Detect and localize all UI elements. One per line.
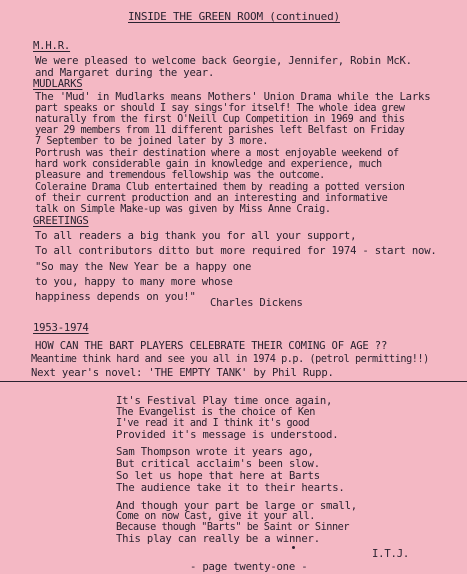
page-footer: - page twenty-one - [190,561,308,573]
separator-dot [292,546,295,549]
mudlarks-line: pleasure and tremendous fellowship was the outcome. [35,170,325,181]
mudlarks-line: The 'Mud' in Mudlarks means Mothers' Union Drama while the Larks [35,91,431,103]
poem-line: The Evangelist is the choice of Ken [116,407,315,418]
anniversary-line: Meantime think hard and see you all in 1974 p.p. (petrol permitting!!) [31,354,429,365]
anniversary-heading: 1953-1974 [33,322,89,334]
poem-signature: I.T.J. [372,548,410,560]
poem-line: Sam Thompson wrote it years ago, [116,446,314,458]
mudlarks-line: 7 September to be joined later by 3 more. [35,136,269,147]
quote-author: Charles Dickens [210,297,303,309]
anniversary-line: HOW CAN THE BART PLAYERS CELEBRATE THEIR COMING OF AGE ?? [35,340,388,352]
greetings-heading: GREETINGS [33,215,89,227]
mudlarks-line: of their current production and an interesting and informative [35,193,388,204]
mudlarks-line: Coleraine Drama Club entertained them by reading a potted version [35,182,405,193]
poem-line: It's Festival Play time once again, [116,395,333,407]
greetings-line: To all contributors ditto but more required for 1974 - start now. [35,245,437,257]
mudlarks-line: year 29 members from 11 different parishes left Belfast on Friday [35,125,405,136]
greetings-line: To all readers a big thank you for all your support, [35,230,357,242]
poem-line: The audience take it to their hearts. [116,482,345,494]
mudlarks-line: talk on Simple Make-up was given by Miss Anne Craig. [35,204,331,215]
poem-line: I've read it and I think it's good [116,418,310,429]
mhr-line: and Margaret during the year. [35,67,215,79]
poem-line: Provided it's message is understood. [116,429,339,441]
section-divider [0,381,467,382]
mudlarks-line: Portrush was their destination where a most enjoyable weekend of [35,148,399,159]
poem-line: Because though "Barts" be Saint or Sinner [116,522,350,533]
quote-line: "So may the New Year be a happy one [35,261,252,273]
poem-line: This play can really be a winner. [116,533,320,545]
poem-line: But critical acclaim's been slow. [116,458,320,470]
mudlarks-heading: MUDLARKS [33,78,83,90]
quote-line: to you, happy to many more whose [35,276,233,288]
poem-line: So let us hope that here at Barts [116,470,320,482]
mudlarks-line: hard work considerable gain in knowledge and experience, much [35,159,382,170]
poem-line: Come on now Cast, give it your all. [116,511,315,522]
mudlarks-line: naturally from the first O'Neill Cup Competition in 1969 and this [35,114,405,125]
mhr-heading: M.H.R. [33,40,71,52]
poem-line: And though your part be large or small, [116,500,357,512]
anniversary-line: Next year's novel: 'THE EMPTY TANK' by Phil Rupp. [31,367,334,379]
mudlarks-line: part speaks or should I say sings'for itself! The whole idea grew [35,103,405,114]
quote-line: happiness depends on you!" [35,291,196,303]
mhr-line: We were pleased to welcome back Georgie, Jennifer, Robin McK. [35,55,412,67]
page-title: INSIDE THE GREEN ROOM (continued) [128,10,340,23]
